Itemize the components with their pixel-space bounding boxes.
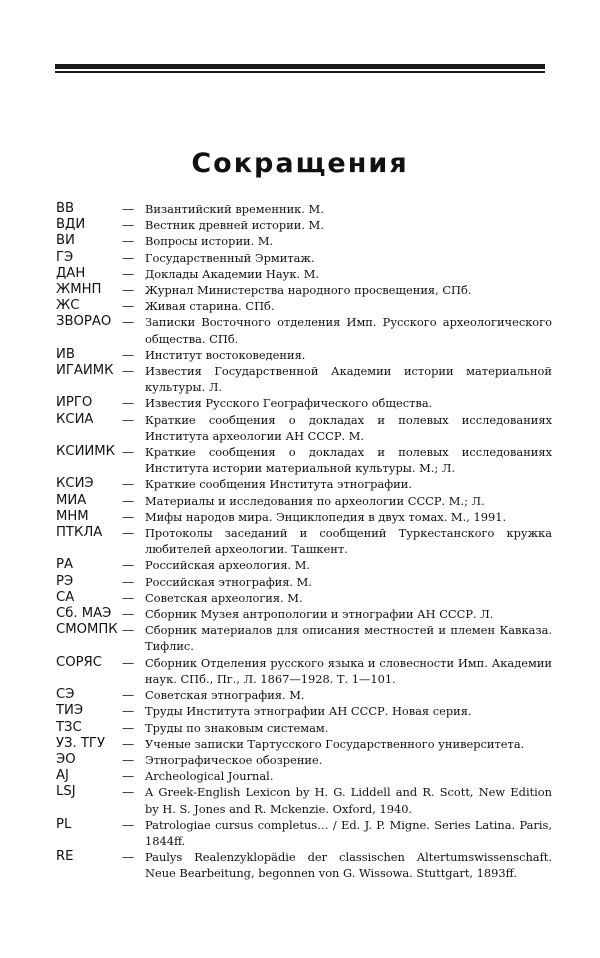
- abbreviation-entry: [56, 395, 552, 411]
- abbreviation-definition: Paulys Realenzyklopädie der classischen Altertumswissenschaft. Neue Bearbeitung, begonnen von G. Wissowa. Stuttgart, 1893ff.: [145, 850, 552, 881]
- abbreviation-term: СМОМПК: [56, 622, 118, 638]
- abbreviation-entry: [56, 655, 552, 687]
- em-dash: —: [122, 202, 135, 216]
- abbreviation-definition: A Greek-English Lexicon by H. G. Liddell and R. Scott, New Edition by H. S. Jones and R. Mckenzie. Oxford, 1940.: [145, 785, 552, 816]
- abbreviation-entry: [56, 557, 552, 573]
- em-dash: —: [122, 250, 135, 265]
- abbreviation-term: ИРГО: [56, 395, 93, 411]
- abbreviation-definition: Институт востоковедения.: [145, 347, 306, 362]
- abbreviation-definition: Сборник Отделения русского языка и словесности Имп. Академии наук. СПб., Пг., Л. 1867—1928. Т. 1—101.: [145, 655, 552, 686]
- abbreviation-entry: [56, 784, 552, 816]
- abbreviation-definition: Протоколы заседаний и сообщений Туркестанского кружка любителей археологии. Ташкент.: [145, 526, 552, 557]
- abbreviation-definition: Краткие сообщения Института этнографии.: [145, 477, 412, 492]
- em-dash: —: [122, 493, 135, 508]
- abbreviation-entry: [56, 363, 552, 395]
- abbreviation-entry: [56, 687, 552, 703]
- abbreviation-definition: Известия Русского Географического общества.: [145, 396, 433, 411]
- abbreviation-term: Сб. МАЭ: [56, 606, 112, 622]
- abbreviation-definition: Материалы и исследования по археологии СССР. М.; Л.: [145, 493, 485, 508]
- abbreviation-term: МНМ: [56, 508, 89, 524]
- abbreviation-term: ВИ: [56, 233, 75, 249]
- abbreviation-term: ИВ: [56, 346, 75, 362]
- abbreviation-term: ВДИ: [56, 217, 86, 233]
- em-dash: —: [122, 558, 135, 573]
- em-dash: —: [122, 590, 135, 605]
- abbreviation-term: ВВ: [56, 201, 75, 216]
- em-dash: —: [122, 364, 135, 379]
- abbreviation-definition: Российская этнография. М.: [145, 574, 312, 589]
- abbreviation-entry: [56, 412, 552, 444]
- abbreviation-term: ПТКЛА: [56, 525, 103, 541]
- abbreviation-entry: [56, 444, 552, 476]
- abbreviation-term: КСИИМК: [56, 444, 116, 460]
- em-dash: —: [122, 574, 135, 589]
- abbreviation-entry: [56, 476, 552, 492]
- abbreviation-term: КСИЭ: [56, 476, 94, 492]
- em-dash: —: [122, 412, 135, 427]
- abbreviation-definition: Вопросы истории. М.: [145, 234, 274, 249]
- abbreviation-entry: [56, 703, 552, 719]
- em-dash: —: [122, 769, 135, 784]
- abbreviation-definition: Patrologiae cursus completus… / Ed. J. P. Migne. Series Latina. Paris, 1844ff.: [145, 817, 552, 848]
- abbreviation-definition: Краткие сообщения о докладах и полевых исследованиях Института истории материальной культуры. М.; Л.: [145, 445, 552, 476]
- em-dash: —: [122, 445, 135, 460]
- abbreviation-entry: [56, 817, 552, 849]
- abbreviation-entry: [56, 622, 552, 654]
- abbreviation-entry: [56, 217, 552, 233]
- abbreviation-term: СЭ: [56, 687, 75, 703]
- abbreviation-term: ИГАИМК: [56, 363, 114, 379]
- em-dash: —: [122, 283, 135, 298]
- em-dash: —: [122, 396, 135, 411]
- abbreviation-entry: [56, 201, 552, 217]
- abbreviation-definition: Российская археология. М.: [145, 558, 311, 573]
- abbreviation-entry: [56, 233, 552, 249]
- abbreviation-definition: Этнографическое обозрение.: [145, 752, 323, 767]
- abbreviation-definition: Советская археология. М.: [145, 590, 303, 605]
- abbreviation-entry: [56, 298, 552, 314]
- abbreviation-term: СОРЯС: [56, 654, 102, 670]
- abbreviation-entry: [56, 720, 552, 736]
- abbreviation-definition: Ученые записки Тартусского Государственного университета.: [145, 736, 525, 751]
- abbreviation-term: МИА: [56, 492, 87, 508]
- abbreviation-definition: Archeological Journal.: [145, 769, 274, 784]
- abbreviation-term: УЗ. ТГУ: [56, 735, 106, 751]
- abbreviation-entry: [56, 282, 552, 298]
- em-dash: —: [122, 736, 135, 751]
- abbreviation-entry: [56, 266, 552, 282]
- abbreviation-definition: Мифы народов мира. Энциклопедия в двух томах. М., 1991.: [145, 509, 507, 524]
- em-dash: —: [122, 720, 135, 735]
- em-dash: —: [122, 347, 135, 362]
- header-rule-thick: [55, 64, 545, 69]
- em-dash: —: [122, 509, 135, 524]
- em-dash: —: [122, 477, 135, 492]
- abbreviation-entry: [56, 736, 552, 752]
- abbreviation-definition: Доклады Академии Наук. М.: [145, 266, 319, 281]
- abbreviation-term: РЭ: [56, 573, 74, 589]
- abbreviation-definition: Записки Восточного отделения Имп. Русского археологического общества. СПб.: [145, 315, 552, 346]
- page-title: Сокращения: [191, 148, 409, 179]
- abbreviation-definition: Краткие сообщения о докладах и полевых исследованиях Института археологии АН СССР. М.: [145, 412, 552, 443]
- em-dash: —: [122, 850, 135, 865]
- em-dash: —: [122, 752, 135, 767]
- abbreviation-term: ЖС: [56, 298, 80, 314]
- em-dash: —: [122, 785, 135, 800]
- abbreviation-term: СА: [56, 589, 75, 605]
- em-dash: —: [122, 607, 135, 622]
- abbreviation-definition: Вестник древней истории. М.: [145, 218, 324, 233]
- em-dash: —: [122, 688, 135, 703]
- abbreviation-entry: [56, 509, 552, 525]
- abbreviation-term: LSJ: [56, 784, 76, 800]
- abbreviation-definition: Известия Государственной Академии истории материальной культуры. Л.: [145, 364, 552, 395]
- abbreviation-definition: Советская этнография. М.: [145, 688, 305, 703]
- em-dash: —: [122, 234, 135, 249]
- em-dash: —: [122, 623, 135, 638]
- abbreviation-entry: [56, 250, 552, 266]
- abbreviation-definition: Труды по знаковым системам.: [145, 720, 329, 735]
- abbreviation-term: ДАН: [56, 265, 86, 281]
- em-dash: —: [122, 266, 135, 281]
- abbreviation-definition: Журнал Министерства народного просвещения, СПб.: [145, 283, 472, 298]
- em-dash: —: [122, 299, 135, 314]
- abbreviation-term: КСИА: [56, 411, 94, 427]
- abbreviation-term: ЖМНП: [56, 282, 102, 298]
- abbreviation-entry: [56, 574, 552, 590]
- abbreviation-definition: Византийский временник. М.: [145, 202, 324, 216]
- abbreviation-term: ТИЭ: [56, 703, 84, 719]
- abbreviation-definition: Живая старина. СПб.: [145, 299, 275, 314]
- abbreviation-entry: [56, 590, 552, 606]
- abbreviation-term: ЗВОРАО: [56, 314, 112, 330]
- abbreviation-term: РА: [56, 557, 73, 573]
- abbreviation-entry: [56, 606, 552, 622]
- abbreviation-term: ТЗС: [56, 719, 82, 735]
- abbreviation-definition: Труды Института этнографии АН СССР. Новая серия.: [145, 704, 472, 719]
- header-rule-thin: [55, 71, 545, 73]
- em-dash: —: [122, 704, 135, 719]
- abbreviation-entry: [56, 525, 552, 557]
- abbreviation-definition: Сборник Музея антропологии и этнографии АН СССР. Л.: [145, 607, 494, 622]
- abbreviation-term: ГЭ: [56, 249, 74, 265]
- abbreviation-entry: [56, 768, 552, 784]
- abbreviation-term: PL: [56, 816, 72, 832]
- em-dash: —: [122, 218, 135, 233]
- abbreviation-entry: [56, 493, 552, 509]
- abbreviation-list: [56, 201, 552, 882]
- abbreviation-entry: [56, 347, 552, 363]
- abbreviation-definition: Сборник материалов для описания местностей и племен Кавказа. Тифлис.: [145, 623, 552, 654]
- abbreviation-entry: [56, 314, 552, 346]
- abbreviation-term: AJ: [56, 768, 69, 784]
- em-dash: —: [122, 315, 135, 330]
- em-dash: —: [122, 817, 135, 832]
- abbreviation-term: RE: [56, 849, 74, 865]
- em-dash: —: [122, 655, 135, 670]
- abbreviation-entry: [56, 849, 552, 881]
- em-dash: —: [122, 526, 135, 541]
- abbreviation-term: ЭО: [56, 751, 76, 767]
- abbreviation-definition: Государственный Эрмитаж.: [145, 250, 315, 265]
- abbreviation-entry: [56, 752, 552, 768]
